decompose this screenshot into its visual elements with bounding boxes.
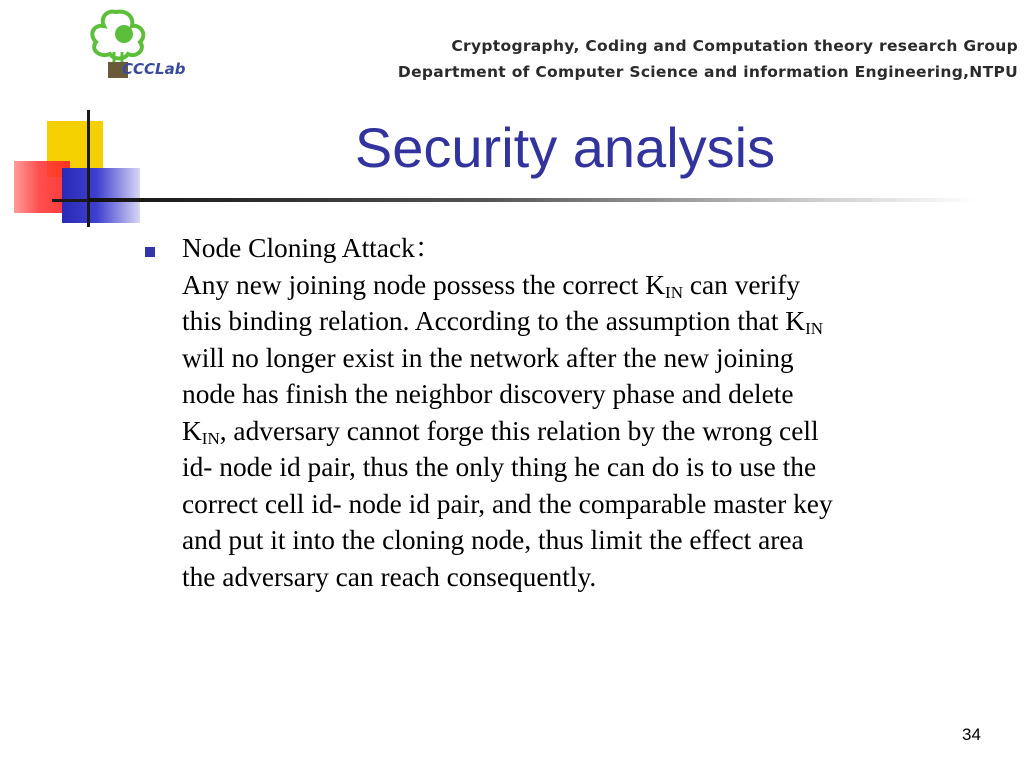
bullet-marker bbox=[145, 247, 155, 257]
bullet-heading: Node Cloning Attack： bbox=[182, 233, 443, 263]
body-line: $K_{IN}$, adversary cannot forge this relation by the wrong cell bbox=[182, 415, 819, 448]
logo-text: CCCLab bbox=[122, 60, 186, 78]
title-rule bbox=[88, 198, 978, 202]
page-number: 34 bbox=[962, 725, 981, 744]
header-department: Department of Computer Science and information Engineering,NTPU bbox=[397, 63, 1018, 81]
header-group-name: Cryptography, Coding and Computation theory research Group bbox=[451, 37, 1018, 55]
body-line: the adversary can reach consequently. bbox=[182, 561, 597, 592]
body-line: correct cell id- node id pair, and the comparable master key bbox=[182, 488, 833, 519]
body-line: and put it into the cloning node, thus limit the effect area bbox=[182, 525, 804, 555]
body-line: node has finish the neighbor discovery phase and delete bbox=[182, 379, 794, 409]
ccclab-logo bbox=[78, 4, 208, 82]
slide-title: Security analysis bbox=[354, 116, 776, 179]
body-line: this binding relation. According to the assumption that $K_{IN}$ bbox=[182, 306, 824, 338]
body-line: Any new joining node possess the correct $K_{IN}$ can verify bbox=[182, 269, 801, 302]
body-line: will no longer exist in the network after the new joining bbox=[182, 342, 794, 373]
bullet-body bbox=[182, 230, 1012, 595]
body-line: id- node id pair, thus the only thing he can do is to use the bbox=[182, 452, 817, 482]
